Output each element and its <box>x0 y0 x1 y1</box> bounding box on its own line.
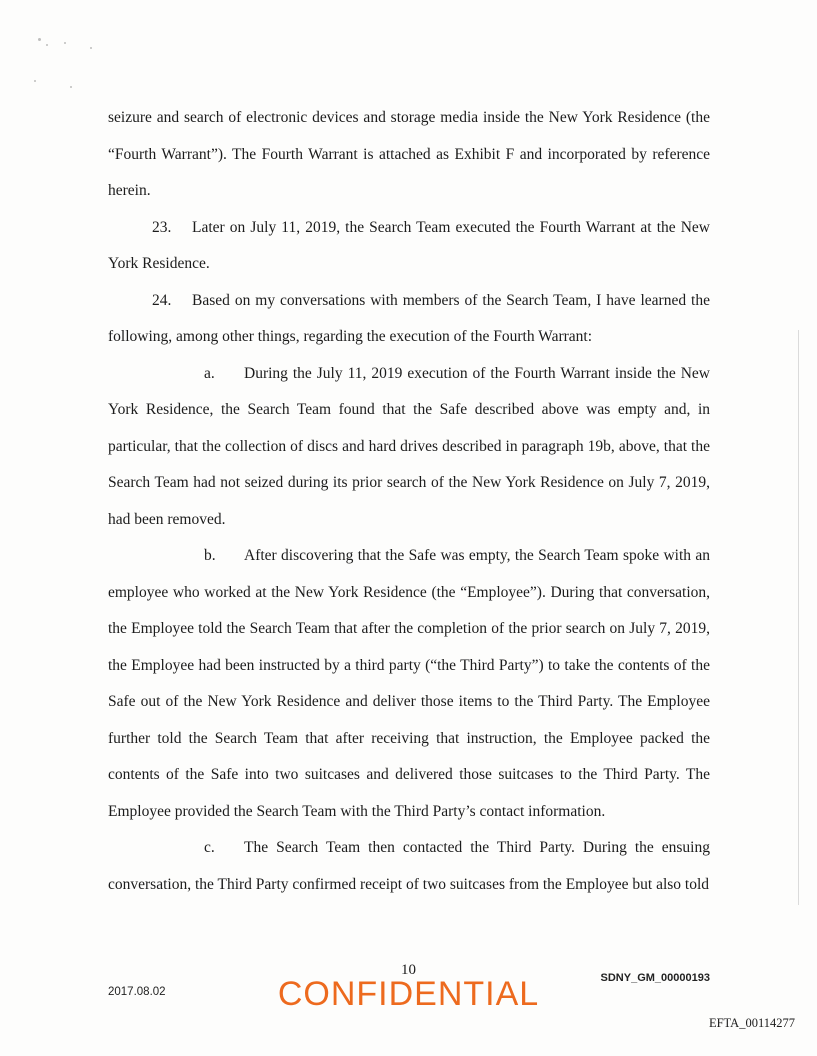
document-body <box>108 100 710 903</box>
paragraph-text: During the July 11, 2019 execution of the Fourth Warrant inside the New York Residence, the Search Team found that the Safe described above was empty and, in particular, that the collection of discs and hard drives described in paragraph 19b, above, that the Search Team had not seized during its prior search of the New York Residence on July 7, 2019, had been removed. <box>108 364 710 528</box>
bates-number: SDNY_GM_00000193 <box>600 972 710 984</box>
date-stamp: 2017.08.02 <box>108 986 166 998</box>
paragraph-text: Based on my conversations with members of the Search Team, I have learned the following, among other things, regarding the execution of the Fourth Warrant: <box>108 291 710 345</box>
page-number: 10 <box>401 962 416 978</box>
paragraph-text: After discovering that the Safe was empty, the Search Team spoke with an employee who worked at the New York Residence (the “Employee”). During that conversation, the Employee told the Search Team that after the completion of the prior search on July 7, 2019, the Employee had been instructed by a third party (“the Third Party”) to take the contents of the Safe out of the New York Residence and deliver those items to the Third Party. The Employee further told the Search Team that after receiving that instruction, the Employee packed the contents of the Safe into two suitcases and delivered those suitcases to the Third Party. The Employee provided the Search Team with the Third Party’s contact information. <box>108 547 710 820</box>
exhibit-bates-number: EFTA_00114277 <box>708 1016 795 1030</box>
paragraph-number: 23. <box>152 218 172 236</box>
scan-artifact <box>64 42 66 44</box>
confidential-stamp: CONFIDENTIAL <box>277 975 540 1013</box>
paragraph-23 <box>108 210 710 283</box>
scan-artifact <box>38 38 41 41</box>
subparagraph-letter: b. <box>204 547 216 564</box>
subparagraph-letter: c. <box>204 839 215 856</box>
subparagraph-c <box>108 830 710 903</box>
scan-artifact <box>70 86 72 88</box>
scan-artifact-edge-line <box>798 330 799 905</box>
subparagraph-b <box>108 538 710 830</box>
scan-artifact <box>90 47 92 49</box>
subparagraph-letter: a. <box>204 364 215 382</box>
subparagraph-a <box>108 356 710 539</box>
paragraph-24 <box>108 283 710 356</box>
scan-artifact <box>46 44 48 46</box>
paragraph-number: 24. <box>152 291 172 309</box>
paragraph-text: seizure and search of electronic devices and storage media inside the New York Residence (the “Fourth Warrant”). The Fourth Warrant is attached as Exhibit F and incorporated by reference herein. <box>108 109 710 199</box>
scan-artifact <box>34 80 36 82</box>
paragraph-continuation <box>108 100 710 210</box>
paragraph-text: Later on July 11, 2019, the Search Team executed the Fourth Warrant at the New York Residence. <box>108 218 710 272</box>
paragraph-text: The Search Team then contacted the Third Party. During the ensuing conversation, the Third Party confirmed receipt of two suitcases from the Employee but also told <box>108 839 710 893</box>
